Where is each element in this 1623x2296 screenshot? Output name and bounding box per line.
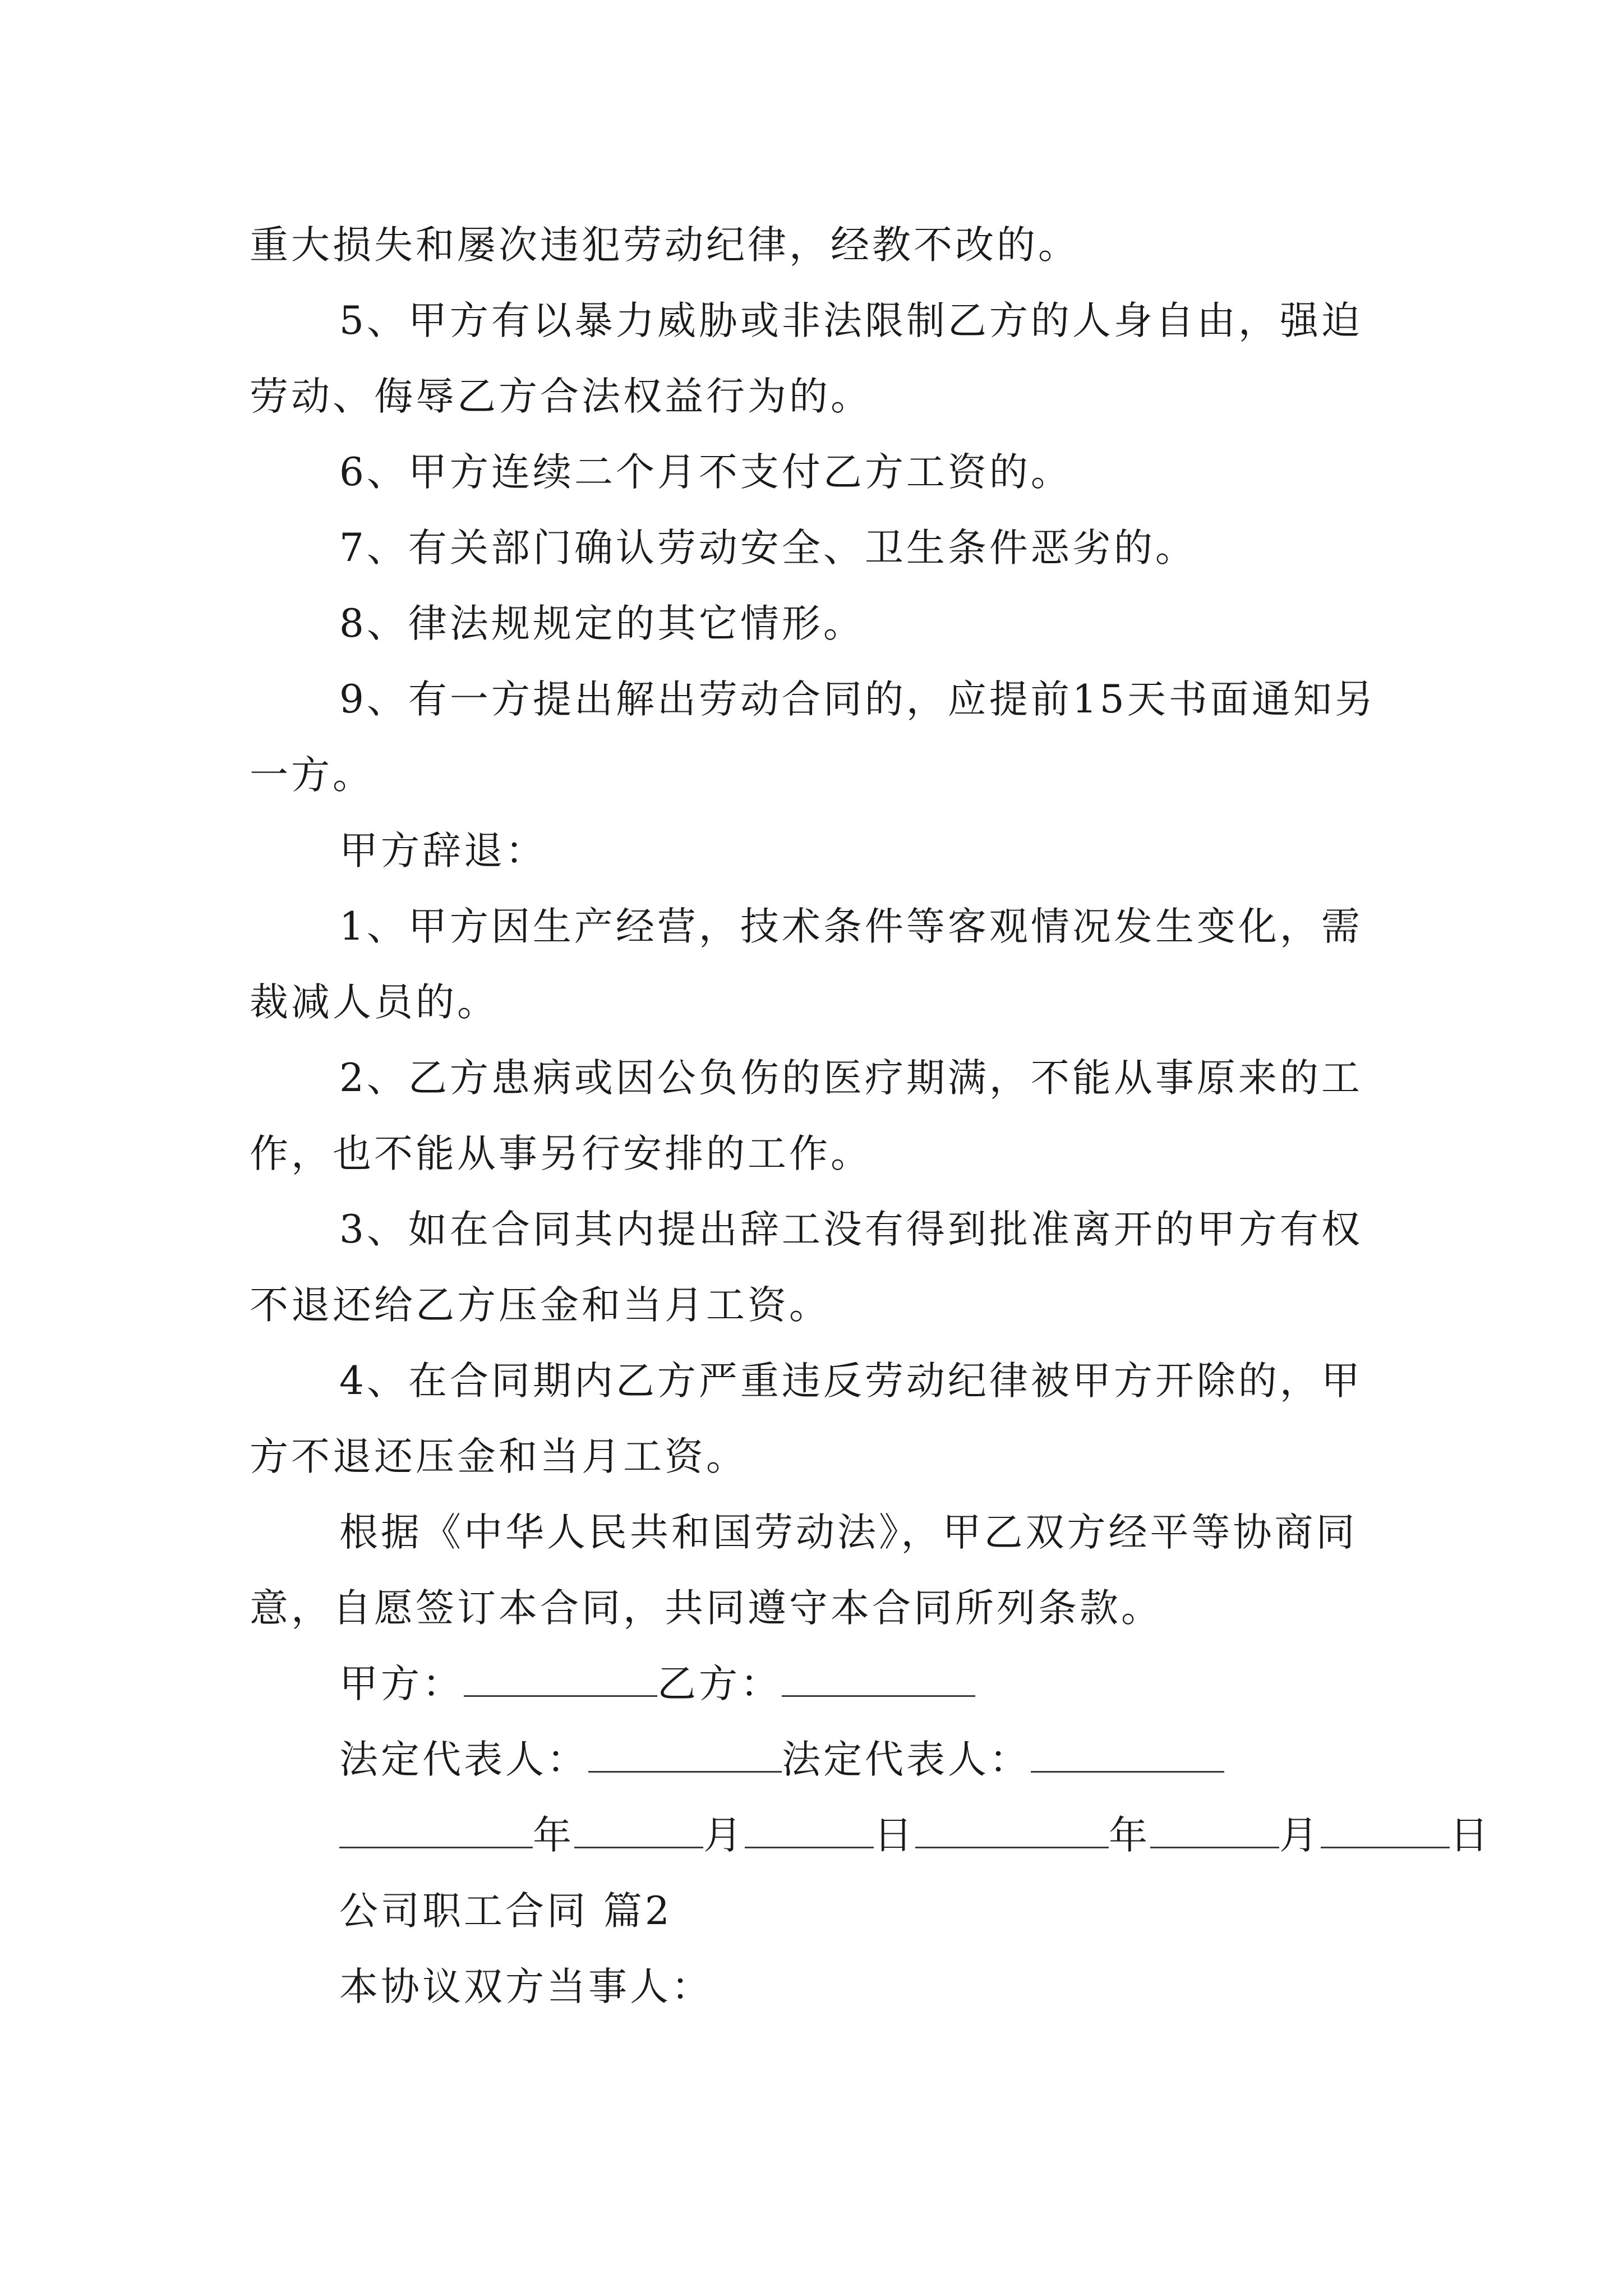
signature-date-line (250, 1798, 1491, 1874)
year-b-blank (915, 1807, 1109, 1848)
section-heading-dismissal: 甲方辞退： (339, 829, 547, 873)
paragraph: 2、乙方患病或因公负伤的医疗期满，不能从事原来的工作，也不能从事另行安排的工作。 (250, 1056, 1363, 1176)
party-a-label: 甲方： (339, 1662, 464, 1706)
paragraph: 7、有关部门确认劳动安全、卫生条件恶劣的。 (339, 526, 1197, 570)
paragraph: 6、甲方连续二个月不支付乙方工资的。 (339, 450, 1072, 495)
paragraph: 4、在合同期内乙方严重违反劳动纪律被甲方开除的，甲方不退还压金和当月工资。 (250, 1359, 1363, 1479)
party-b-blank (782, 1656, 975, 1697)
month-b-label: 月 (1279, 1813, 1321, 1858)
party-a-blank (464, 1656, 657, 1697)
rep-b-label: 法定代表人： (782, 1737, 1031, 1782)
paragraph: 8、律法规规定的其它情形。 (339, 601, 865, 646)
party-b-label: 乙方： (657, 1662, 782, 1706)
day-a-blank (745, 1807, 874, 1848)
paragraph: 3、如在合同其内提出辞工没有得到批准离开的甲方有权不退还给乙方压金和当月工资。 (250, 1207, 1363, 1328)
year-a-label: 年 (533, 1813, 574, 1858)
signature-representatives-line (250, 1722, 1388, 1798)
rep-a-blank (588, 1732, 782, 1773)
day-a-label: 日 (874, 1813, 915, 1858)
month-a-label: 月 (703, 1813, 745, 1858)
paragraph: 5、甲方有以暴力威胁或非法限制乙方的人身自由，强迫劳动、侮辱乙方合法权益行为的。 (250, 298, 1363, 419)
month-a-blank (574, 1807, 703, 1848)
signature-parties-line (250, 1646, 1388, 1722)
year-a-blank (339, 1807, 533, 1848)
paragraph: 根据《中华人民共和国劳动法》，甲乙双方经平等协商同意，自愿签订本合同，共同遵守本合同所列条款。 (250, 1510, 1358, 1631)
paragraph: 本协议双方当事人： (339, 1964, 713, 2009)
rep-b-blank (1031, 1732, 1224, 1773)
rep-a-label: 法定代表人： (339, 1737, 588, 1782)
section-title: 公司职工合同 篇2 (339, 1889, 672, 1934)
paragraph: 9、有一方提出解出劳动合同的，应提前15天书面通知另一方。 (250, 677, 1376, 798)
day-b-label: 日 (1450, 1813, 1491, 1858)
month-b-blank (1150, 1807, 1279, 1848)
day-b-blank (1321, 1807, 1450, 1848)
paragraph: 1、甲方因生产经营，技术条件等客观情况发生变化，需裁减人员的。 (250, 904, 1363, 1025)
paragraph: 重大损失和屡次违犯劳动纪律，经教不改的。 (250, 223, 1080, 268)
year-b-label: 年 (1109, 1813, 1150, 1858)
document-page (250, 208, 1491, 2025)
